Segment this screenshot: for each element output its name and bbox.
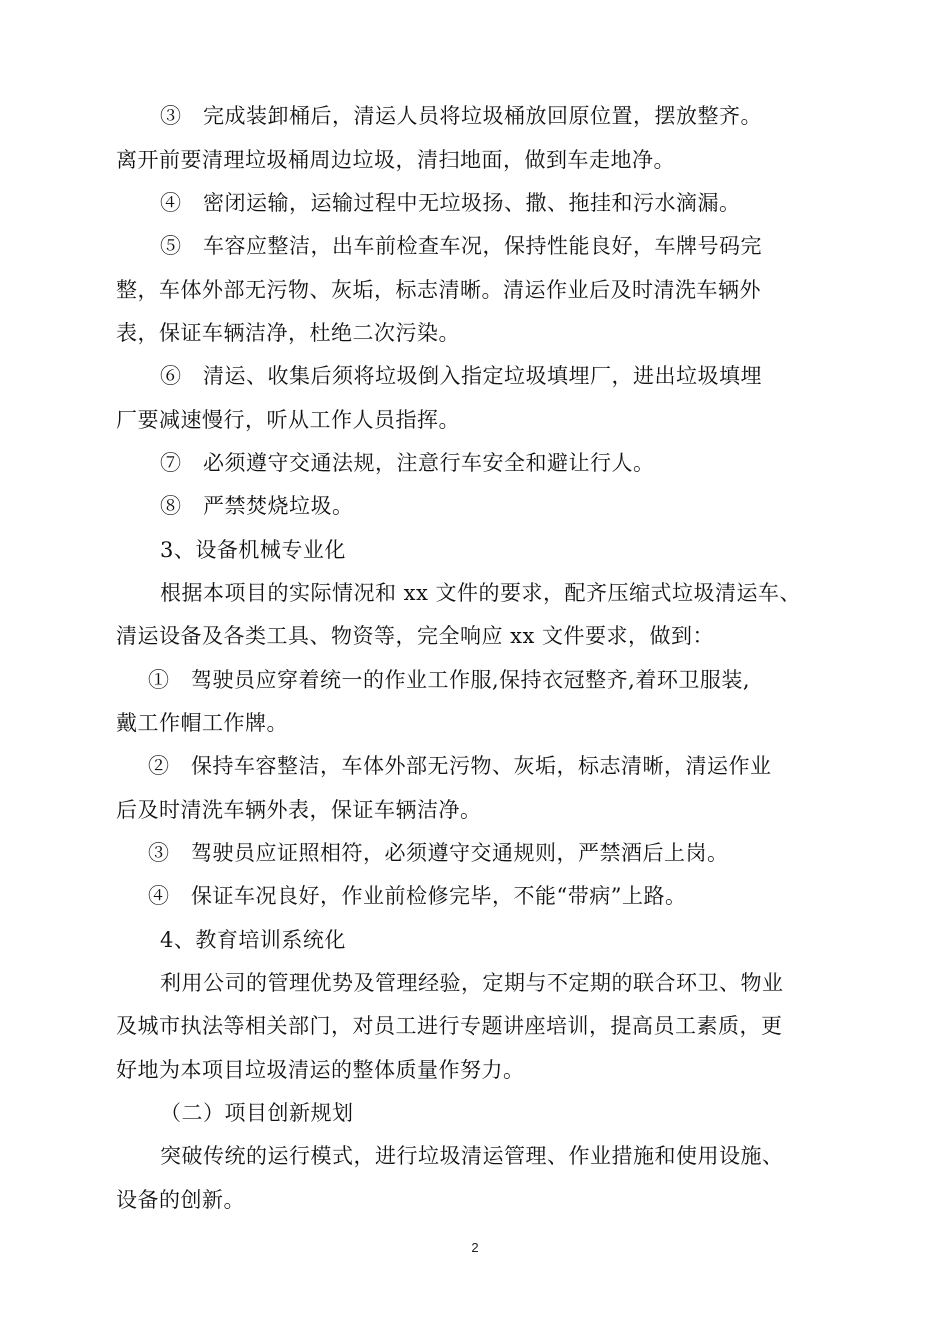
text-line: 根据本项目的实际情况和 xx 文件的要求，配齐压缩式垃圾清运车、 — [160, 581, 802, 605]
text-line: 厂要减速慢行，听从工作人员指挥。 — [116, 408, 460, 432]
text-line: ⑧ 严禁焚烧垃圾。 — [160, 494, 354, 518]
text-line: ⑤ 车容应整洁，出车前检查车况，保持性能良好，车牌号码完 — [160, 234, 762, 258]
text-line: 突破传统的运行模式，进行垃圾清运管理、作业措施和使用设施、 — [160, 1144, 784, 1168]
text-line: 后及时清洗车辆外表，保证车辆洁净。 — [116, 798, 482, 822]
text-line: 利用公司的管理优势及管理经验，定期与不定期的联合环卫、物业 — [160, 971, 784, 995]
section-heading: 3、设备机械专业化 — [160, 538, 346, 562]
text-line: ⑦ 必须遵守交通法规，注意行车安全和避让行人。 — [160, 451, 655, 475]
text-line: 及城市执法等相关部门，对员工进行专题讲座培训，提高员工素质，更 — [116, 1014, 783, 1038]
text-line: ⑥ 清运、收集后须将垃圾倒入指定垃圾填埋厂，进出垃圾填埋 — [160, 364, 762, 388]
text-line: 戴工作帽工作牌。 — [116, 711, 288, 735]
page-number: 2 — [471, 1240, 479, 1255]
text-line: ④ 密闭运输，运输过程中无垃圾扬、撒、拖挂和污水滴漏。 — [160, 191, 741, 215]
text-line: 离开前要清理垃圾桶周边垃圾，清扫地面，做到车走地净。 — [116, 148, 675, 172]
text-line: 清运设备及各类工具、物资等，完全响应 xx 文件要求，做到： — [116, 624, 715, 648]
text-line: ③ 完成装卸桶后，清运人员将垃圾桶放回原位置，摆放整齐。 — [160, 104, 762, 128]
text-line: 整，车体外部无污物、灰垢，标志清晰。清运作业后及时清洗车辆外 — [116, 278, 761, 302]
section-heading: 4、教育培训系统化 — [160, 928, 346, 952]
text-line: 设备的创新。 — [116, 1188, 245, 1212]
text-line: ④ 保证车况良好，作业前检修完毕，不能“带病”上路。 — [148, 884, 687, 908]
text-line: ② 保持车容整洁，车体外部无污物、灰垢，标志清晰，清运作业 — [148, 754, 772, 778]
text-line: 好地为本项目垃圾清运的整体质量作努力。 — [116, 1058, 525, 1082]
section-heading: （二）项目创新规划 — [160, 1101, 354, 1125]
text-line: ③ 驾驶员应证照相符，必须遵守交通规则，严禁酒后上岗。 — [148, 841, 729, 865]
text-line: ① 驾驶员应穿着统一的作业工作服,保持衣冠整齐,着环卫服装, — [148, 668, 751, 692]
text-line: 表，保证车辆洁净，杜绝二次污染。 — [116, 321, 460, 345]
